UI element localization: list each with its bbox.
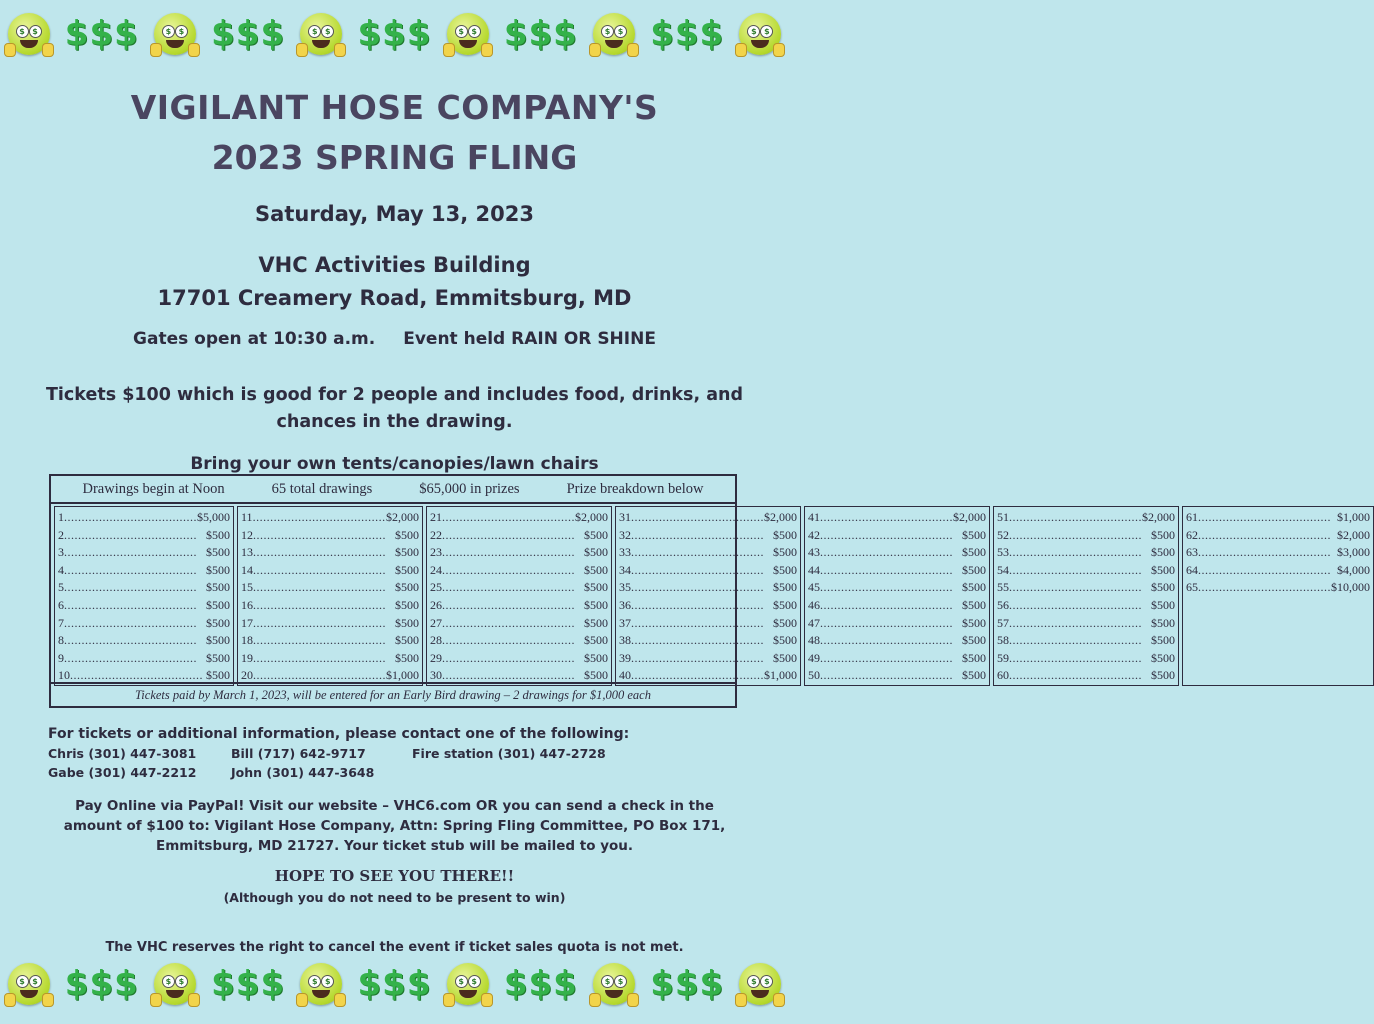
dollar-signs-icon: $$$	[503, 964, 578, 1004]
drawing-number: 10	[58, 668, 70, 683]
prize-amount: $500	[584, 615, 608, 630]
drawing-number: 12	[241, 527, 253, 542]
money-eyes-emoji-icon: $ $	[447, 13, 489, 55]
prize-amount: $500	[773, 545, 797, 560]
prize-row	[1186, 579, 1370, 597]
prize-row	[430, 527, 608, 545]
prize-row	[619, 650, 797, 668]
prize-amount: $500	[395, 615, 419, 630]
prize-row	[58, 544, 230, 562]
money-eyes-emoji-icon: $ $	[739, 13, 781, 55]
drawing-number: 63	[1186, 545, 1198, 560]
drawing-number: 36	[619, 597, 631, 612]
dollar-signs-icon: $$$	[64, 14, 139, 54]
prize-amount: $2,000	[764, 510, 797, 524]
prize-row	[241, 632, 419, 650]
early-bird-note: Tickets paid by March 1, 2023, will be entered for an Early Bird drawing – 2 drawings for $1,000 each	[51, 682, 735, 706]
money-eyes-emoji-icon: $ $	[447, 963, 489, 1005]
drawing-number: 24	[430, 562, 442, 577]
prize-amount: $500	[584, 650, 608, 665]
prize-amount: $500	[1151, 650, 1175, 665]
drawing-number: 59	[997, 650, 1009, 665]
header-total-prizes: $65,000 in prizes	[419, 480, 520, 497]
event-date: Saturday, May 13, 2023	[255, 202, 534, 226]
drawing-number: 22	[430, 527, 442, 542]
prize-row	[997, 562, 1175, 580]
drawing-number: 18	[241, 633, 253, 648]
prize-amount: $500	[584, 527, 608, 542]
prize-amount: $1,000	[1337, 510, 1370, 524]
prize-amount: $500	[1151, 668, 1175, 683]
prize-row	[808, 615, 986, 633]
presence-note: (Although you do not need to be present to win)	[223, 890, 566, 905]
drawing-number: 34	[619, 562, 631, 577]
drawing-number: 13	[241, 545, 253, 560]
prize-amount: $2,000	[575, 510, 608, 524]
drawing-number: 64	[1186, 562, 1198, 577]
drawing-number: 38	[619, 633, 631, 648]
drawing-number: 21	[430, 510, 442, 524]
money-eyes-emoji-icon: $ $	[154, 13, 196, 55]
prize-amount: $1,000	[386, 668, 419, 683]
prize-amount: $500	[962, 597, 986, 612]
prize-row	[619, 509, 797, 527]
flyer-title-line2: 2023 SPRING FLING	[211, 138, 578, 177]
drawing-number: 51	[997, 510, 1009, 524]
drawing-number: 50	[808, 668, 820, 683]
prize-amount: $500	[1151, 597, 1175, 612]
prize-row	[58, 632, 230, 650]
prize-row	[997, 597, 1175, 615]
drawing-number: 45	[808, 580, 820, 595]
drawing-number: 8	[58, 633, 64, 648]
prize-amount: $500	[773, 615, 797, 630]
prize-row	[58, 527, 230, 545]
prize-amount: $500	[1151, 580, 1175, 595]
prize-row	[808, 527, 986, 545]
prize-amount: $500	[962, 650, 986, 665]
prize-amount: $500	[206, 562, 230, 577]
prize-columns	[51, 504, 1370, 686]
money-eyes-emoji-icon: $ $	[593, 13, 635, 55]
flyer-title-line1: VIGILANT HOSE COMPANY'S	[130, 88, 659, 127]
dollar-signs-icon: $$$	[64, 964, 139, 1004]
prize-row	[808, 509, 986, 527]
prize-row	[58, 650, 230, 668]
drawing-number: 39	[619, 650, 631, 665]
prize-amount: $1,000	[764, 668, 797, 683]
prize-amount: $500	[1151, 527, 1175, 542]
prize-amount: $500	[962, 562, 986, 577]
prize-amount: $500	[773, 527, 797, 542]
money-eyes-emoji-icon: $ $	[300, 13, 342, 55]
prize-row	[619, 544, 797, 562]
prize-row	[997, 667, 1175, 685]
prize-row	[619, 527, 797, 545]
drawing-number: 61	[1186, 510, 1198, 524]
prize-row	[241, 615, 419, 633]
prize-row	[241, 650, 419, 668]
contact-john: John (301) 447-3648	[231, 765, 375, 780]
prize-amount: $500	[206, 633, 230, 648]
drawing-number: 42	[808, 527, 820, 542]
drawing-number: 23	[430, 545, 442, 560]
prize-amount: $500	[773, 580, 797, 595]
dollar-signs-icon: $$$	[211, 964, 286, 1004]
prize-amount: $500	[584, 562, 608, 577]
drawing-number: 17	[241, 615, 253, 630]
prize-amount: $500	[395, 562, 419, 577]
prize-row	[430, 579, 608, 597]
prize-row	[241, 544, 419, 562]
prize-row	[430, 650, 608, 668]
drawing-number: 14	[241, 562, 253, 577]
drawing-number: 62	[1186, 527, 1198, 542]
drawing-number: 3	[58, 545, 64, 560]
drawing-number: 30	[430, 668, 442, 683]
prize-amount: $500	[962, 668, 986, 683]
drawing-number: 4	[58, 562, 64, 577]
drawing-number: 52	[997, 527, 1009, 542]
hope-to-see-you: HOPE TO SEE YOU THERE!!	[274, 867, 515, 885]
prize-amount: $2,000	[1337, 527, 1370, 542]
money-eyes-emoji-icon: $ $	[739, 963, 781, 1005]
prize-amount: $500	[584, 597, 608, 612]
prize-amount: $500	[584, 633, 608, 648]
contact-fire-station: Fire station (301) 447-2728	[412, 746, 606, 761]
prize-row	[430, 597, 608, 615]
prize-amount: $500	[773, 597, 797, 612]
prize-amount: $3,000	[1337, 545, 1370, 560]
prize-row	[1186, 544, 1370, 562]
dollar-signs-icon: $$$	[211, 14, 286, 54]
prize-column	[804, 506, 990, 686]
drawing-number: 35	[619, 580, 631, 595]
prize-column	[426, 506, 612, 686]
prize-amount: $500	[395, 545, 419, 560]
prize-amount: $500	[584, 580, 608, 595]
drawing-number: 20	[241, 668, 253, 683]
drawing-number: 15	[241, 580, 253, 595]
drawing-number: 41	[808, 510, 820, 524]
dollar-signs-icon: $$$	[357, 964, 432, 1004]
prize-column	[54, 506, 234, 686]
prize-row	[808, 544, 986, 562]
drawing-number: 19	[241, 650, 253, 665]
prize-row	[619, 615, 797, 633]
drawing-number: 60	[997, 668, 1009, 683]
prize-amount: $500	[773, 633, 797, 648]
prize-amount: $500	[773, 650, 797, 665]
drawing-number: 16	[241, 597, 253, 612]
prize-row	[997, 509, 1175, 527]
dollar-signs-icon: $$$	[357, 14, 432, 54]
drawing-number: 27	[430, 615, 442, 630]
prize-amount: $500	[395, 650, 419, 665]
prize-row	[430, 632, 608, 650]
payment-instructions: Pay Online via PayPal! Visit our website – VHC6.com OR you can send a check in the amount of $100 to: Vigilant Hose Company, Attn: Spring Fling Committee, PO Box 171, Emmitsburg, MD 21727. Your ticket stub will be mailed to you.	[63, 798, 726, 854]
prize-column	[993, 506, 1179, 686]
drawing-number: 6	[58, 597, 64, 612]
prize-row	[58, 579, 230, 597]
prize-amount: $500	[1151, 633, 1175, 648]
prize-amount: $2,000	[386, 510, 419, 524]
prize-amount: $500	[584, 545, 608, 560]
prize-amount: $10,000	[1331, 580, 1370, 595]
prize-row	[619, 562, 797, 580]
drawing-number: 29	[430, 650, 442, 665]
prize-row	[808, 597, 986, 615]
prize-amount: $500	[584, 668, 608, 683]
prize-amount: $500	[1151, 545, 1175, 560]
prize-row	[430, 544, 608, 562]
prize-amount: $500	[206, 597, 230, 612]
prize-row	[58, 509, 230, 527]
prize-row	[808, 632, 986, 650]
event-venue: VHC Activities Building	[258, 253, 531, 277]
money-eyes-emoji-icon: $ $	[154, 963, 196, 1005]
drawing-number: 2	[58, 527, 64, 542]
prize-amount: $500	[395, 527, 419, 542]
header-drawings-begin: Drawings begin at Noon	[82, 480, 225, 497]
gates-info	[0, 329, 789, 349]
prize-row	[58, 562, 230, 580]
contact-bill: Bill (717) 642-9717	[231, 746, 366, 761]
prize-column	[615, 506, 801, 686]
drawing-number: 31	[619, 510, 631, 524]
drawing-number: 56	[997, 597, 1009, 612]
prize-amount: $500	[206, 650, 230, 665]
prize-amount: $500	[962, 615, 986, 630]
drawing-number: 5	[58, 580, 64, 595]
prize-row	[808, 562, 986, 580]
prize-row	[997, 579, 1175, 597]
dollar-signs-icon: $$$	[503, 14, 578, 54]
prize-row	[430, 562, 608, 580]
drawing-number: 57	[997, 615, 1009, 630]
prize-amount: $500	[206, 527, 230, 542]
prize-row	[241, 579, 419, 597]
prize-row	[241, 509, 419, 527]
dollar-signs-icon: $$$	[650, 964, 725, 1004]
prize-amount: $500	[773, 562, 797, 577]
drawing-number: 55	[997, 580, 1009, 595]
prize-row	[1186, 509, 1370, 527]
prize-row	[997, 650, 1175, 668]
ticket-info: Tickets $100 which is good for 2 people and includes food, drinks, and chances in the drawing.	[45, 385, 743, 432]
header-total-drawings: 65 total drawings	[271, 480, 373, 497]
top-decorative-border	[0, 8, 789, 60]
drawing-number: 48	[808, 633, 820, 648]
bottom-decorative-border	[0, 958, 789, 1010]
drawing-number: 32	[619, 527, 631, 542]
drawing-number: 11	[241, 510, 253, 524]
prize-row	[997, 544, 1175, 562]
prize-row	[619, 597, 797, 615]
prize-amount: $500	[395, 633, 419, 648]
prize-row	[997, 632, 1175, 650]
prize-amount: $500	[962, 527, 986, 542]
drawing-number: 28	[430, 633, 442, 648]
prize-row	[619, 579, 797, 597]
prize-amount: $500	[1151, 615, 1175, 630]
prize-column	[1182, 506, 1374, 686]
drawing-number: 49	[808, 650, 820, 665]
prize-amount: $2,000	[1142, 510, 1175, 524]
contact-chris: Chris (301) 447-3081	[48, 746, 197, 761]
prize-amount: $500	[395, 580, 419, 595]
prize-row	[619, 632, 797, 650]
prize-amount: $500	[395, 597, 419, 612]
drawing-number: 44	[808, 562, 820, 577]
event-address: 17701 Creamery Road, Emmitsburg, MD	[157, 286, 632, 310]
money-eyes-emoji-icon: $ $	[8, 13, 50, 55]
drawing-number: 47	[808, 615, 820, 630]
cancellation-notice: The VHC reserves the right to cancel the event if ticket sales quota is not met.	[105, 940, 684, 955]
drawing-number: 25	[430, 580, 442, 595]
prize-row	[1186, 562, 1370, 580]
contact-heading: For tickets or additional information, please contact one of the following:	[48, 726, 630, 742]
prize-row	[997, 527, 1175, 545]
prize-amount: $500	[206, 580, 230, 595]
drawing-number: 26	[430, 597, 442, 612]
prize-row	[241, 597, 419, 615]
drawing-number: 54	[997, 562, 1009, 577]
drawing-number: 1	[58, 510, 64, 524]
prize-row	[241, 527, 419, 545]
prize-row	[58, 615, 230, 633]
prize-amount: $500	[962, 545, 986, 560]
prize-row	[1186, 527, 1370, 545]
prize-breakdown-table	[49, 474, 1370, 708]
drawing-number: 9	[58, 650, 64, 665]
prize-row	[808, 667, 986, 685]
rain-or-shine-text: Event held RAIN OR SHINE	[403, 329, 656, 349]
prize-amount: $500	[206, 668, 230, 683]
gates-open-text: Gates open at 10:30 a.m.	[133, 329, 376, 349]
money-eyes-emoji-icon: $ $	[300, 963, 342, 1005]
money-eyes-emoji-icon: $ $	[593, 963, 635, 1005]
prize-row	[808, 579, 986, 597]
prize-amount: $2,000	[953, 510, 986, 524]
prize-row	[430, 615, 608, 633]
drawing-number: 7	[58, 615, 64, 630]
prize-amount: $500	[1151, 562, 1175, 577]
drawing-number: 46	[808, 597, 820, 612]
prize-amount: $500	[206, 545, 230, 560]
drawing-number: 37	[619, 615, 631, 630]
prize-row	[430, 509, 608, 527]
drawing-number: 33	[619, 545, 631, 560]
drawing-number: 58	[997, 633, 1009, 648]
prize-row	[997, 615, 1175, 633]
bring-own-notice: Bring your own tents/canopies/lawn chairs	[190, 454, 599, 474]
drawing-number: 53	[997, 545, 1009, 560]
prize-amount: $500	[962, 633, 986, 648]
dollar-signs-icon: $$$	[650, 14, 725, 54]
prize-column	[237, 506, 423, 686]
prize-amount: $500	[206, 615, 230, 630]
drawing-number: 65	[1186, 580, 1198, 595]
prize-table-header	[51, 476, 735, 504]
prize-row	[58, 597, 230, 615]
prize-row	[808, 650, 986, 668]
money-eyes-emoji-icon: $ $	[8, 963, 50, 1005]
prize-row	[241, 562, 419, 580]
contact-gabe: Gabe (301) 447-2212	[48, 765, 197, 780]
prize-amount: $5,000	[197, 510, 230, 524]
prize-amount: $4,000	[1337, 562, 1370, 577]
drawing-number: 40	[619, 668, 631, 683]
drawing-number: 43	[808, 545, 820, 560]
prize-amount: $500	[962, 580, 986, 595]
header-breakdown-below: Prize breakdown below	[566, 480, 704, 497]
